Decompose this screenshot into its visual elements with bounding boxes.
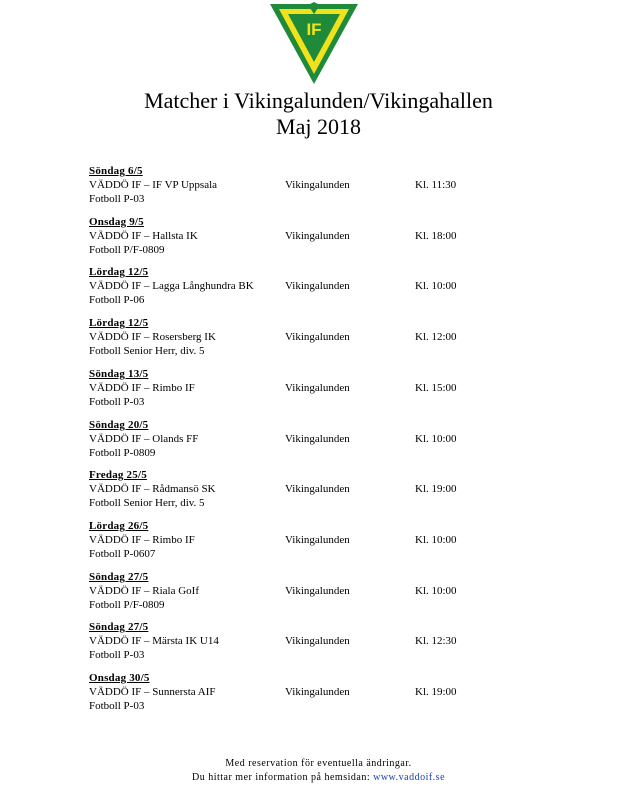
match-venue: Vikingalunden	[285, 585, 350, 597]
match-item	[89, 367, 609, 409]
match-teams: VÄDDÖ IF – Rådmansö SK	[89, 483, 216, 495]
match-venue: Vikingalunden	[285, 382, 350, 394]
match-time: Kl. 10:00	[415, 280, 457, 292]
match-venue: Vikingalunden	[285, 179, 350, 191]
match-venue: Vikingalunden	[285, 534, 350, 546]
match-teams: VÄDDÖ IF – Rosersberg IK	[89, 331, 216, 343]
match-category: Fotboll P-03	[89, 649, 145, 661]
match-time: Kl. 10:00	[415, 534, 457, 546]
footer-info-text: Du hittar mer information på hemsidan:	[191, 772, 374, 783]
match-teams: VÄDDÖ IF – Märsta IK U14	[89, 635, 219, 647]
match-teams: VÄDDÖ IF – Rimbo IF	[89, 534, 195, 546]
match-category: Fotboll P/F-0809	[89, 244, 165, 256]
match-category: Fotboll Senior Herr, div. 5	[89, 345, 205, 357]
match-item	[89, 620, 609, 662]
match-item	[89, 468, 609, 510]
match-item	[89, 164, 609, 206]
match-category: Fotboll Senior Herr, div. 5	[89, 497, 205, 509]
match-teams: VÄDDÖ IF – Hallsta IK	[89, 230, 198, 242]
match-time: Kl. 10:00	[415, 585, 457, 597]
match-venue: Vikingalunden	[285, 686, 350, 698]
page-title: Matcher i Vikingalunden/Vikingahallen	[144, 88, 493, 113]
match-category: Fotboll P-0809	[89, 447, 156, 459]
match-teams: VÄDDÖ IF – Riala GoIf	[89, 585, 199, 597]
match-time: Kl. 19:00	[415, 686, 457, 698]
footer	[0, 757, 637, 785]
match-date: Onsdag 9/5	[89, 216, 144, 228]
match-time: Kl. 11:30	[415, 179, 457, 191]
match-item	[89, 570, 609, 612]
match-venue: Vikingalunden	[285, 280, 350, 292]
match-date: Söndag 6/5	[89, 165, 143, 177]
footer-disclaimer: Med reservation för eventuella ändringar.	[225, 758, 412, 769]
match-teams: VÄDDÖ IF – Rimbo IF	[89, 382, 195, 394]
match-teams: VÄDDÖ IF – IF VP Uppsala	[89, 179, 218, 191]
match-venue: Vikingalunden	[285, 331, 350, 343]
match-time: Kl. 12:30	[415, 635, 457, 647]
match-item	[89, 671, 609, 713]
match-date: Lördag 26/5	[89, 520, 149, 532]
match-time: Kl. 12:00	[415, 331, 457, 343]
match-teams: VÄDDÖ IF – Lagga Långhundra BK	[89, 280, 254, 292]
match-date: Fredag 25/5	[89, 469, 147, 481]
website-link[interactable]: www.vaddoif.se	[373, 772, 446, 783]
match-venue: Vikingalunden	[285, 230, 350, 242]
page-subtitle: Maj 2018	[276, 114, 361, 139]
match-category: Fotboll P-06	[89, 294, 145, 306]
match-venue: Vikingalunden	[285, 635, 350, 647]
match-date: Lördag 12/5	[89, 317, 149, 329]
footer-info-line	[0, 771, 637, 785]
match-item	[89, 215, 609, 257]
match-item	[89, 265, 609, 307]
match-time: Kl. 15:00	[415, 382, 457, 394]
vaddo-if-logo	[268, 2, 360, 86]
match-item	[89, 418, 609, 460]
match-venue: Vikingalunden	[285, 483, 350, 495]
match-time: Kl. 18:00	[415, 230, 457, 242]
match-category: Fotboll P-03	[89, 700, 145, 712]
match-date: Söndag 20/5	[89, 419, 149, 431]
match-teams: VÄDDÖ IF – Olands FF	[89, 433, 199, 445]
match-category: Fotboll P-03	[89, 396, 145, 408]
match-teams: VÄDDÖ IF – Sunnersta AIF	[89, 686, 216, 698]
match-date: Söndag 13/5	[89, 368, 149, 380]
match-category: Fotboll P/F-0809	[89, 599, 165, 611]
match-time: Kl. 10:00	[415, 433, 457, 445]
match-date: Onsdag 30/5	[89, 672, 150, 684]
match-date: Söndag 27/5	[89, 621, 149, 633]
logo-letters: IF	[306, 20, 322, 39]
match-date: Lördag 12/5	[89, 266, 149, 278]
match-time: Kl. 19:00	[415, 483, 457, 495]
match-category: Fotboll P-0607	[89, 548, 156, 560]
match-item	[89, 316, 609, 358]
match-venue: Vikingalunden	[285, 433, 350, 445]
match-date: Söndag 27/5	[89, 571, 149, 583]
match-category: Fotboll P-03	[89, 193, 145, 205]
match-item	[89, 519, 609, 561]
